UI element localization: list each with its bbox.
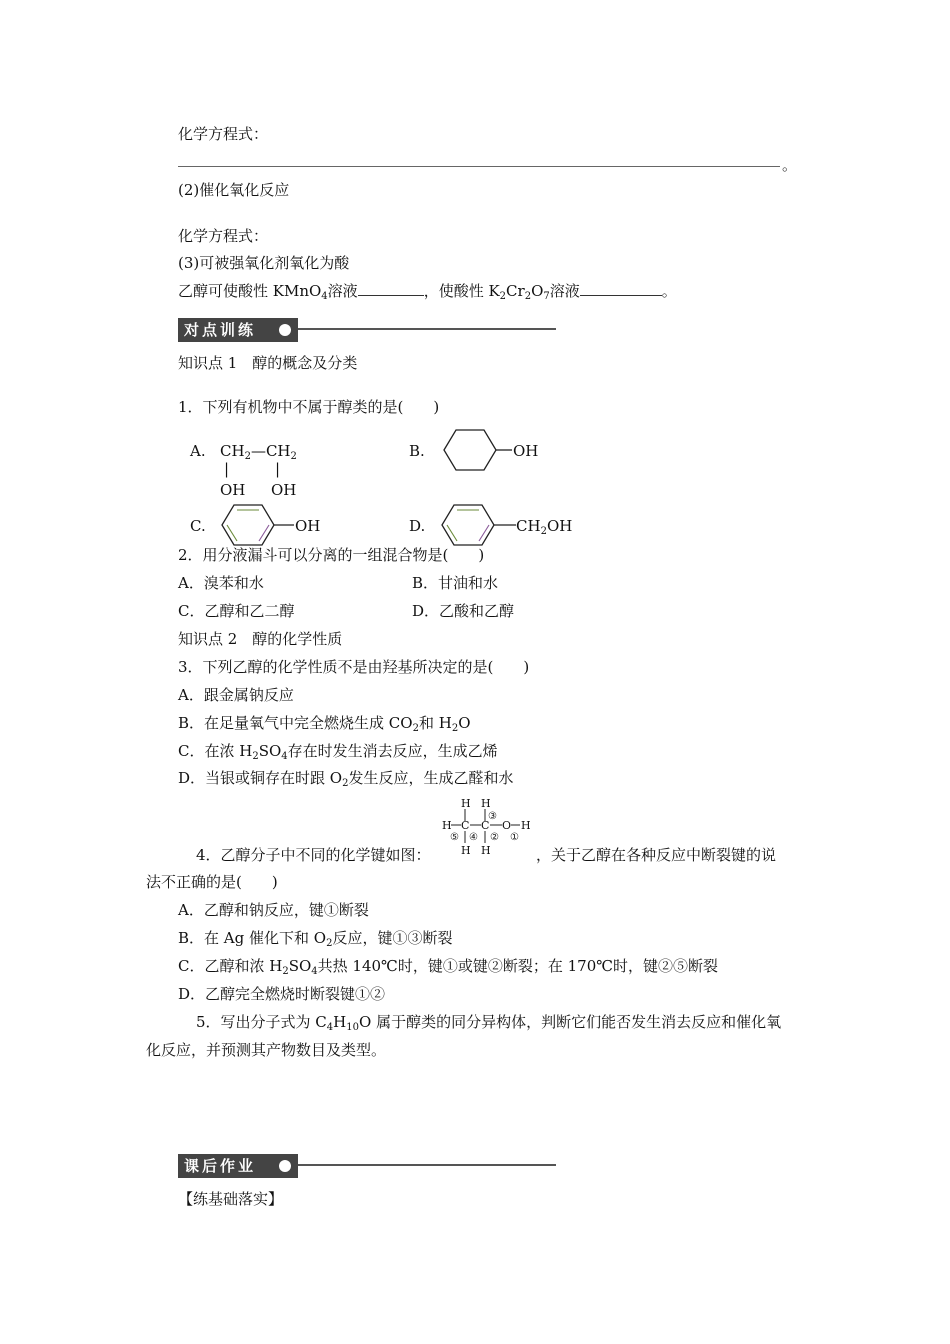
svg-text:H: H	[481, 844, 491, 857]
q3-option-c[interactable]: C．在浓 $H_2SO_4$存在时发生消去反应，生成乙烯	[178, 742, 498, 762]
item-catalytic-oxidation: (2)催化氧化反应	[178, 181, 290, 199]
answer-blank[interactable]	[580, 281, 662, 296]
hydroxyl-label: OH	[513, 442, 539, 460]
hydroxyl-label: OH	[295, 517, 321, 535]
ch2oh-label: $CH_2OH$	[516, 517, 573, 537]
svg-text:H: H	[461, 844, 471, 857]
glycol-formula: $CH_2—CH_2$	[220, 442, 297, 462]
q4-option-c[interactable]: C．乙醇和浓 $H_2SO_4$共热 140℃时，键①或键②断裂；在 170℃时，键②⑤断裂	[178, 957, 719, 977]
banner-rule	[298, 1164, 556, 1166]
option-b-label[interactable]: B.	[409, 442, 425, 460]
svg-text:H: H	[442, 819, 452, 832]
svg-text:H: H	[461, 797, 471, 810]
q3-option-d[interactable]: D．当银或铜存在时跟 $O_2$发生反应，生成乙醛和水	[178, 769, 514, 789]
question-4-stem: 4．乙醇分子中不同的化学键如图：	[196, 846, 431, 864]
option-c-label[interactable]: C.	[190, 517, 206, 535]
bullet-icon	[279, 324, 291, 336]
svg-text:①: ①	[510, 832, 519, 843]
bond-line: |	[224, 460, 230, 478]
q2-option-c[interactable]: C．乙醇和乙二醇	[178, 602, 295, 620]
q3-option-a[interactable]: A．跟金属钠反应	[178, 686, 294, 704]
question-2-stem: 2．用分液漏斗可以分离的一组混合物是( )	[178, 546, 485, 564]
ethanol-bond-diagram	[440, 797, 536, 859]
banner-rule	[298, 328, 556, 330]
svg-text:③: ③	[488, 811, 497, 822]
equation-label: 化学方程式：	[178, 125, 269, 143]
svg-text:⑤: ⑤	[450, 832, 459, 843]
answer-blank-line[interactable]	[178, 166, 780, 167]
knowledge-point-2: 知识点 2 醇的化学性质	[178, 630, 343, 648]
equation-label: 化学方程式：	[178, 227, 269, 245]
svg-text:H: H	[521, 819, 531, 832]
option-a-label[interactable]: A.	[190, 442, 206, 460]
option-d-label[interactable]: D.	[409, 517, 426, 535]
answer-blank[interactable]	[358, 281, 424, 296]
period-mark: 。	[782, 156, 798, 174]
hydroxyl-label: OH	[220, 481, 246, 499]
question-5-stem-line2: 化反应，并预测其产物数目及类型。	[146, 1041, 387, 1059]
q2-option-b[interactable]: B．甘油和水	[412, 574, 499, 592]
basics-heading: 【练基础落实】	[178, 1190, 284, 1208]
q4-option-a[interactable]: A．乙醇和钠反应，键①断裂	[178, 901, 369, 919]
svg-text:④: ④	[469, 832, 478, 843]
bullet-icon	[279, 1160, 291, 1172]
svg-text:O: O	[502, 819, 512, 832]
svg-text:C: C	[461, 819, 470, 832]
question-4-stem-cont: ，关于乙醇在各种反应中断裂键的说	[536, 846, 777, 864]
item-strong-oxidation: (3)可被强氧化剂氧化为酸	[178, 254, 350, 272]
question-3-stem: 3．下列乙醇的化学性质不是由羟基所决定的是( )	[178, 658, 530, 676]
svg-text:H: H	[481, 797, 491, 810]
q2-option-d[interactable]: D．乙酸和乙醇	[412, 602, 515, 620]
q2-option-a[interactable]: A．溴苯和水	[178, 574, 264, 592]
kmno4-sentence: 乙醇可使酸性 KMnO$_4$溶液 ，使酸性 $K_2Cr_2O_7$溶液 。	[178, 282, 677, 302]
question-1-stem: 1．下列有机物中不属于醇类的是( )	[178, 398, 440, 416]
q4-option-d[interactable]: D．乙醇完全燃烧时断裂键①②	[178, 985, 386, 1003]
knowledge-point-1: 知识点 1 醇的概念及分类	[178, 354, 358, 372]
cyclohexane-ring-icon	[432, 428, 512, 472]
svg-text:C: C	[481, 819, 490, 832]
hydroxyl-label: OH	[271, 481, 297, 499]
question-5-stem: 5．写出分子式为 $C_4H_{10}O$ 属于醇类的同分异构体，判断它们能否发生消去反应和催化氧	[196, 1013, 782, 1033]
benzene-ring-icon	[210, 503, 298, 547]
benzene-ring-icon	[430, 503, 520, 547]
q4-option-b[interactable]: B．在 Ag 催化下和 $O_2$反应，键①③断裂	[178, 929, 453, 949]
bond-line: |	[275, 460, 281, 478]
q3-option-b[interactable]: B．在足量氧气中完全燃烧生成 $CO_2$和 $H_2O$	[178, 714, 471, 734]
section-title: 对点训练	[178, 318, 298, 342]
svg-text:②: ②	[490, 832, 499, 843]
question-4-stem-line2: 法不正确的是( )	[146, 873, 278, 891]
section-title: 课后作业	[178, 1154, 298, 1178]
